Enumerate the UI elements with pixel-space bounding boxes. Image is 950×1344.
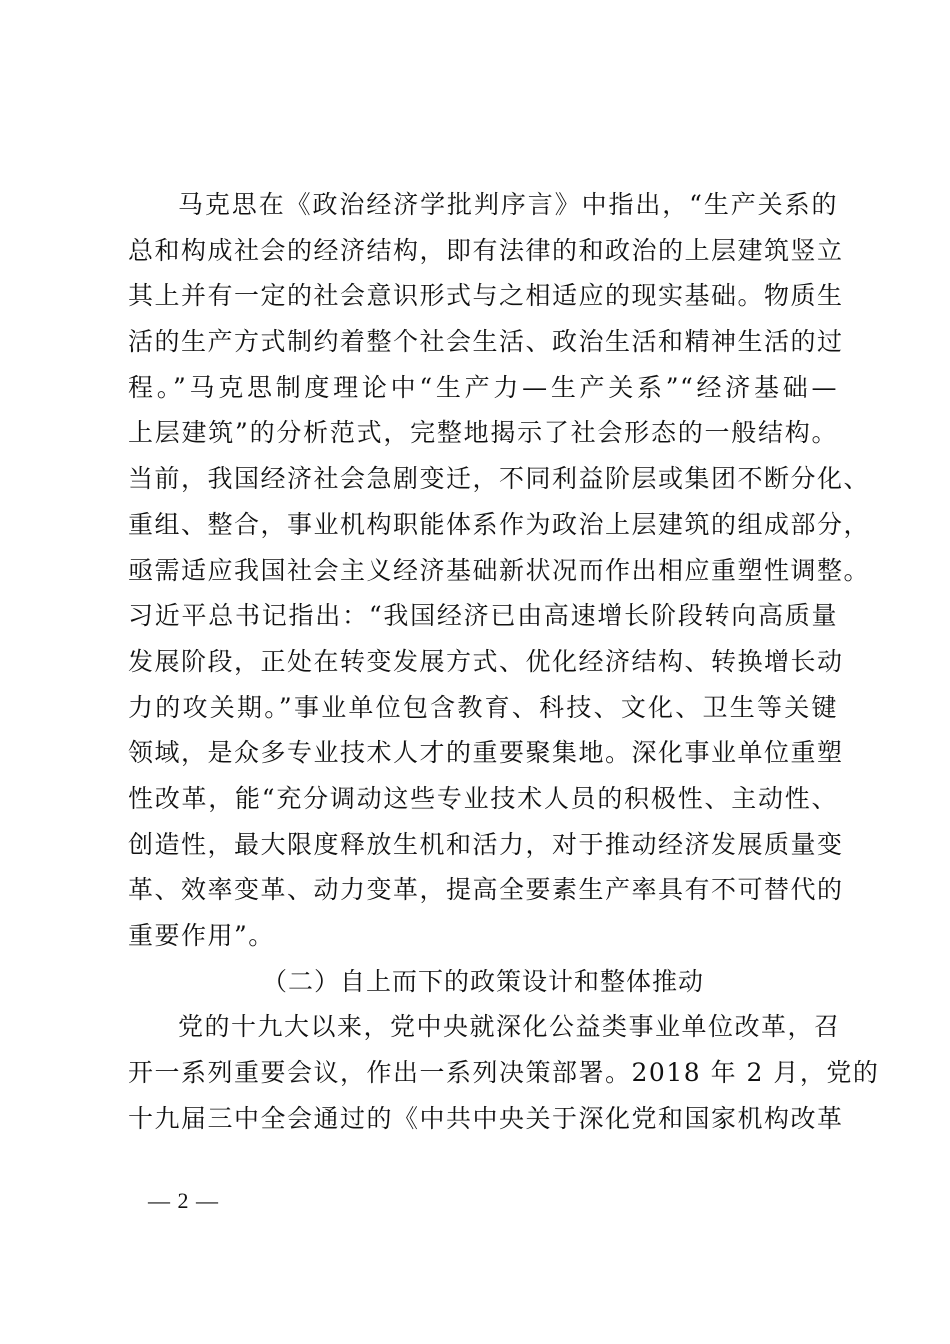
section-heading: （二）自上而下的政策设计和整体推动	[261, 966, 704, 996]
paragraph-line: 创造性，最大限度释放生机和活力，对于推动经济发展质量变	[128, 829, 844, 859]
paragraph-line: 重要作用”。	[128, 921, 275, 950]
paragraph-line: 重组、整合，事业机构职能体系作为政治上层建筑的组成部分，	[128, 509, 871, 539]
paragraph-line: 当前，我国经济社会急剧变迁，不同利益阶层或集团不断分化、	[128, 464, 871, 494]
paragraph-line: 上层建筑”的分析范式，完整地揭示了社会形态的一般结构。	[128, 418, 838, 448]
paragraph-line: 发展阶段，正处在转变发展方式、优化经济结构、转换增长动	[128, 646, 844, 676]
paragraph-line: 力的攻关期。”事业单位包含教育、科技、文化、卫生等关键	[128, 692, 838, 722]
paragraph-line: 马克思在《政治经济学批判序言》中指出，“生产关系的	[178, 190, 838, 219]
paragraph-line: 程。”马克思制度理论中“生产力—生产关系”“经济基础—	[128, 372, 838, 402]
paragraph-line: 十九届三中全会通过的《中共中央关于深化党和国家机构改革	[128, 1103, 844, 1133]
body-text	[128, 182, 880, 1141]
paragraph-line: 党的十九大以来，党中央就深化公益类事业单位改革，召	[178, 1012, 841, 1042]
paragraph-line: 领域，是众多专业技术人才的重要聚集地。深化事业单位重塑	[128, 738, 844, 768]
paragraph-line: 开一系列重要会议，作出一系列决策部署。2018 年 2 月，党的	[128, 1058, 880, 1088]
paragraph-line: 性改革，能“充分调动这些专业技术人员的积极性、主动性、	[128, 783, 838, 813]
page-number: — 2 —	[148, 1188, 219, 1213]
paragraph-line: 活的生产方式制约着整个社会生活、政治生活和精神生活的过	[128, 327, 844, 357]
paragraph-line: 亟需适应我国社会主义经济基础新状况而作出相应重塑性调整。	[128, 555, 871, 585]
paragraph-line: 革、效率变革、动力变革，提高全要素生产率具有不可替代的	[128, 875, 844, 905]
paragraph-line: 习近平总书记指出：“我国经济已由高速增长阶段转向高质量	[128, 601, 838, 631]
paragraph-line: 总和构成社会的经济结构，即有法律的和政治的上层建筑竖立	[128, 235, 844, 265]
paragraph-line: 其上并有一定的社会意识形式与之相适应的现实基础。物质生	[128, 281, 844, 311]
